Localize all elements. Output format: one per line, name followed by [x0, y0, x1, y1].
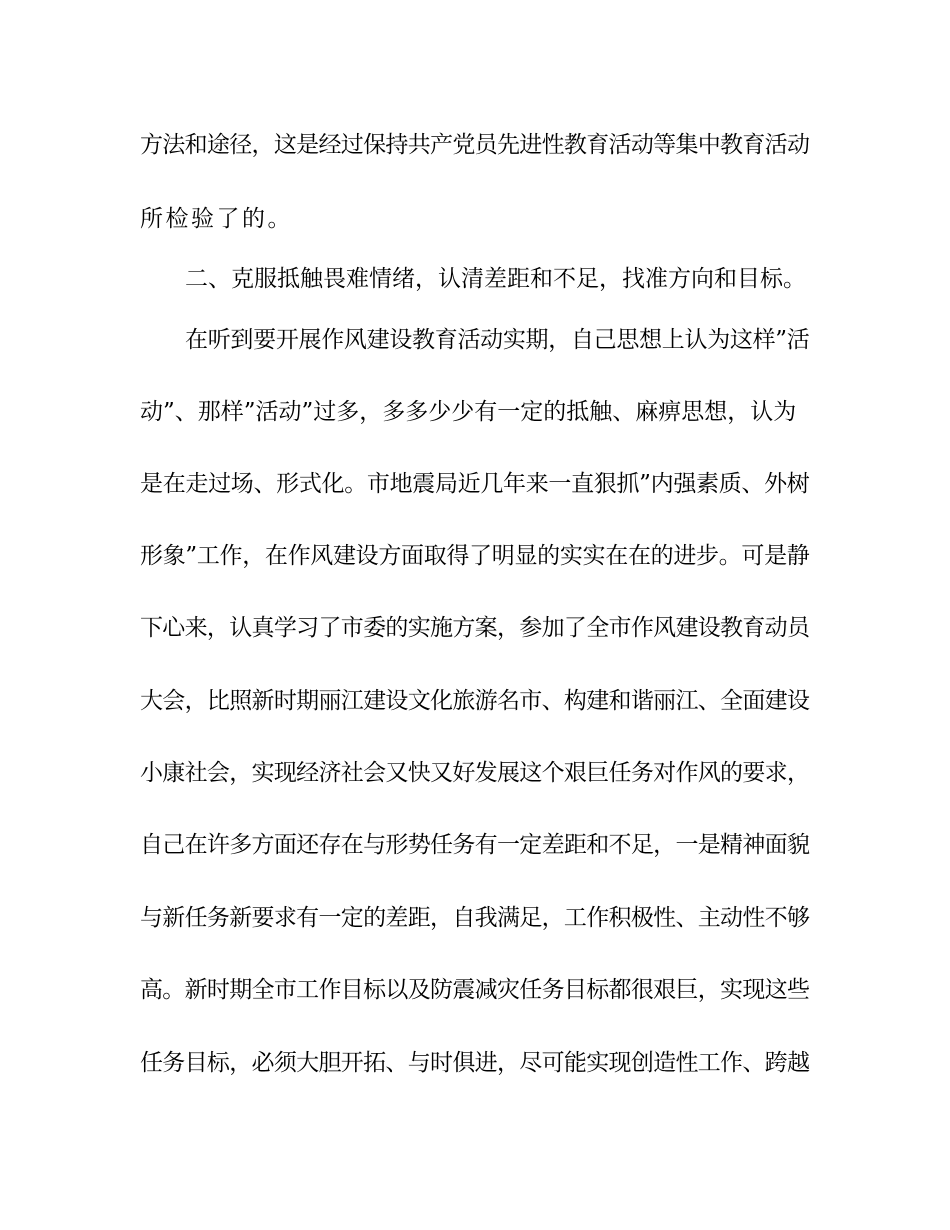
text-line: 与新任务新要求有一定的差距，自我满足，工作积极性、主动性不够 [140, 905, 810, 931]
text-line: 形象”工作，在作风建设方面取得了明显的实实在在的进步。可是静 [140, 543, 810, 569]
text-line: 大会，比照新时期丽江建设文化旅游名市、构建和谐丽江、全面建设 [140, 688, 810, 714]
text-line: 方法和途径，这是经过保持共产党员先进性教育活动等集中教育活动 [140, 132, 810, 158]
text-line: 动”、那样”活动”过多，多多少少有一定的抵触、麻痹思想，认为 [140, 399, 797, 425]
text-line: 任务目标，必须大胆开拓、与时俱进，尽可能实现创造性工作、跨越 [140, 1050, 810, 1076]
text-line: 自己在许多方面还存在与形势任务有一定差距和不足，一是精神面貌 [140, 832, 810, 858]
paragraph-first-line: 在听到要开展作风建设教育活动实期，自己思想上认为这样”活 [185, 327, 810, 353]
text-line: 小康社会，实现经济社会又快又好发展这个艰巨任务对作风的要求， [140, 760, 810, 786]
section-heading: 二、克服抵触畏难情绪，认清差距和不足，找准方向和目标。 [185, 266, 806, 292]
text-line: 是在走过场、形式化。市地震局近几年来一直狠抓”内强素质、外树 [140, 471, 810, 497]
text-line: 高。新时期全市工作目标以及防震减灾任务目标都很艰巨，实现这些 [140, 977, 810, 1003]
text-line: 所检验了的。 [140, 206, 293, 232]
text-line: 下心来，认真学习了市委的实施方案，参加了全市作风建设教育动员 [140, 615, 810, 641]
